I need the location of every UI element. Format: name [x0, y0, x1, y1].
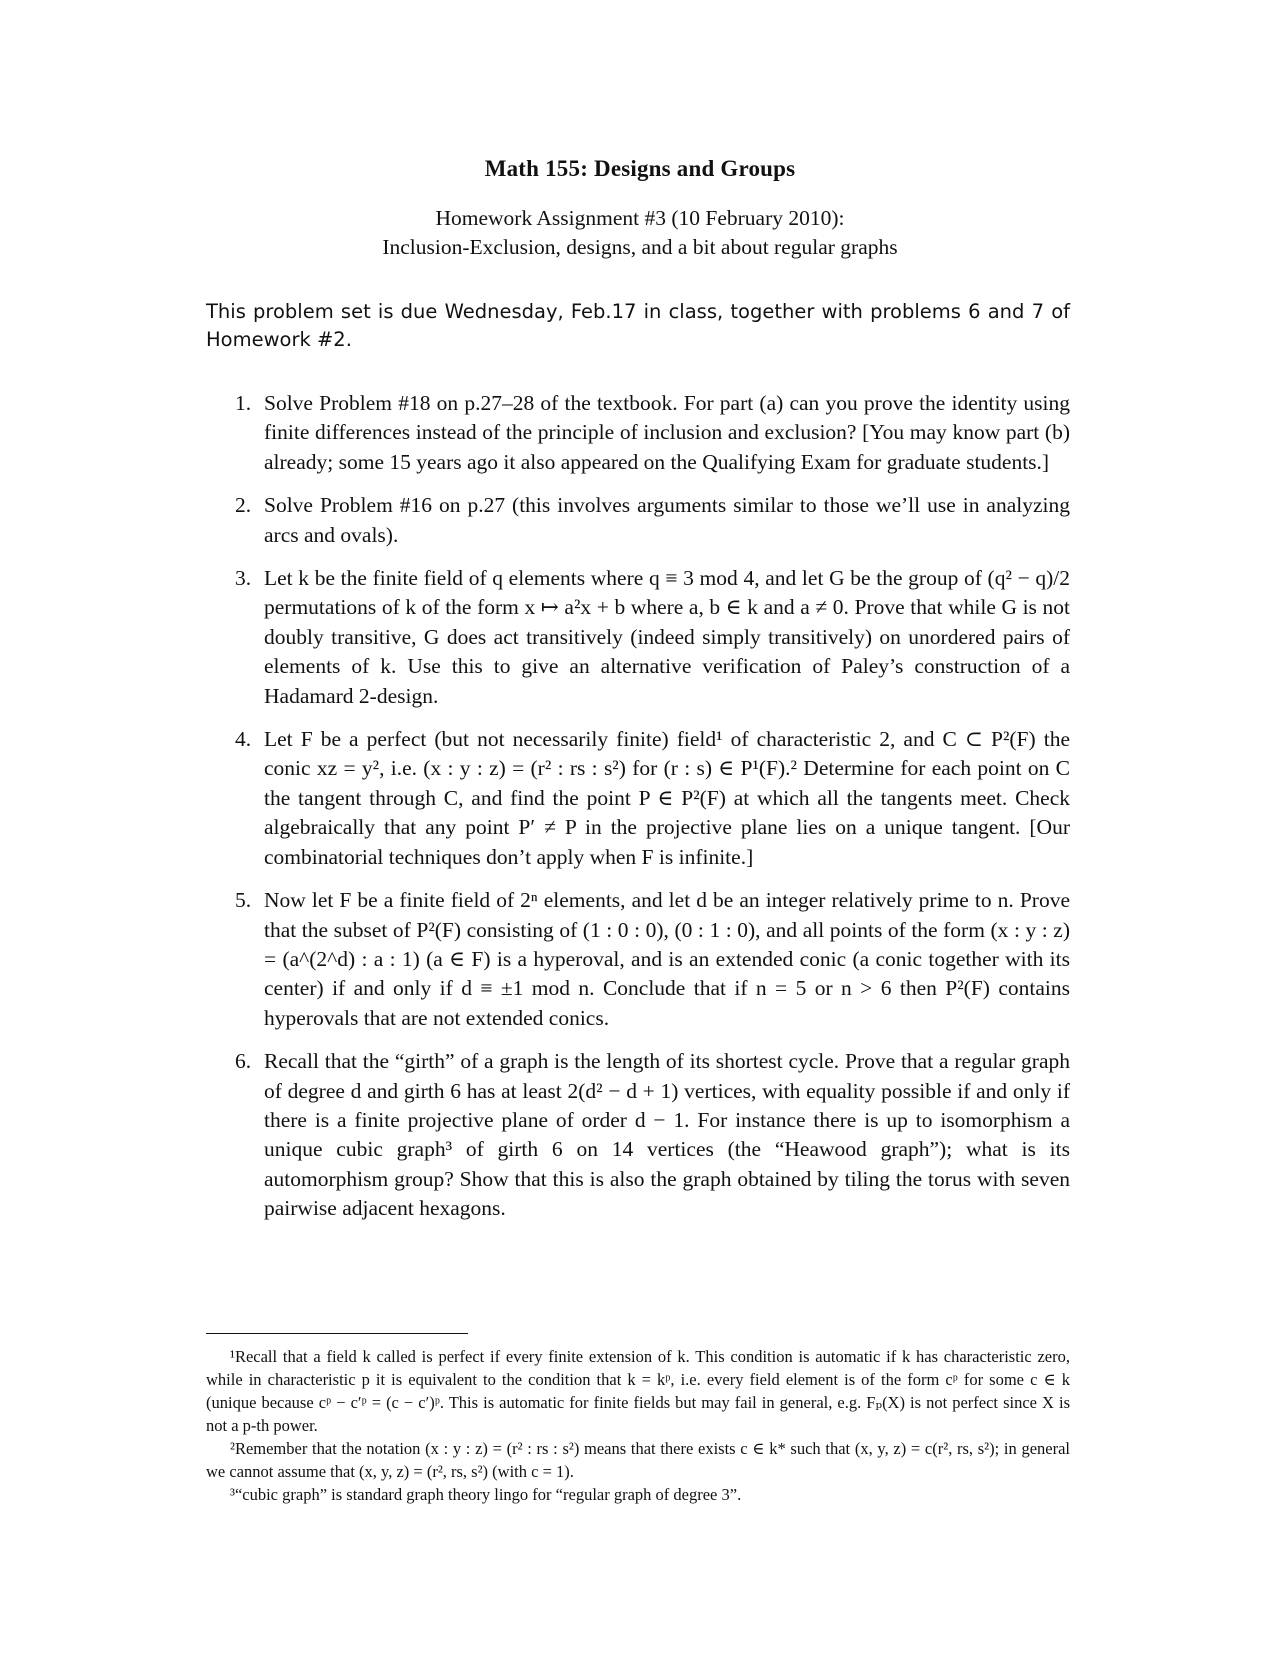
- page-title: Math 155: Designs and Groups: [484, 156, 796, 181]
- problem-list: [206, 389, 1070, 1238]
- problem-text: Solve Problem #16 on p.27 (this involves arguments similar to those we’ll use in analyzing arcs and ovals).: [264, 493, 1070, 547]
- footnotes: [206, 1345, 1070, 1506]
- problem-text: Solve Problem #18 on p.27–28 of the textbook. For part (a) can you prove the identity using finite differences instead of the principle of inclusion and exclusion? [You may know part (b) already; some 15 years ago it also appeared on the Qualifying Exam for graduate students.]: [264, 391, 1070, 474]
- problem-item: [206, 725, 1070, 872]
- footnote-1: ¹Recall that a field k called is perfect if every finite extension of k. This condition is automatic if k has characteristic zero, while in characteristic p it is equivalent to the condition that k = kᵖ, i.e. every field element is of the form cᵖ for some c ∈ k (unique because cᵖ − c′ᵖ = (c − c′)ᵖ. This is automatic for finite fields but may fail in general, e.g. Fₚ(X) is not perfect since X is not a p-th power.: [206, 1347, 1070, 1435]
- problem-item: [206, 389, 1070, 477]
- problem-number: 5.: [235, 888, 252, 913]
- assignment-subtitle: [0, 204, 1280, 262]
- problem-text: Recall that the “girth” of a graph is the length of its shortest cycle. Prove that a regular graph of degree d and girth 6 has at least 2(d² − d + 1) vertices, with equality possible if and only if there is a finite projective plane of order d − 1. For instance there is up to isomorphism a unique cubic graph³ of girth 6 on 14 vertices (the “Heawood graph”); what is its automorphism group? Show that this is also the graph obtained by tiling the torus with seven pairwise adjacent hexagons.: [264, 1049, 1070, 1221]
- problem-item: [206, 886, 1070, 1033]
- problem-item: [206, 1047, 1070, 1223]
- problem-number: 1.: [235, 391, 252, 415]
- problem-number: 4.: [235, 727, 252, 752]
- problem-number: 6.: [235, 1049, 252, 1074]
- problem-number: 3.: [235, 566, 252, 591]
- problem-item: [206, 564, 1070, 711]
- subtitle-line-1: Homework Assignment #3 (10 February 2010):: [435, 206, 845, 230]
- problem-item: [206, 491, 1070, 550]
- due-date-paragraph: This problem set is due Wednesday, Feb.17 in class, together with problems 6 and 7 of Homework #2.: [206, 300, 1070, 351]
- problem-text: Let F be a perfect (but not necessarily finite) field¹ of characteristic 2, and C ⊂ P²(F) the conic xz = y², i.e. (x : y : z) = (r² : rs : s²) for (r : s) ∈ P¹(F).² Determine for each point on C the tangent through C, and find the point P ∈ P²(F) at which all the tangents meet. Check algebraically that any point P′ ≠ P in the projective plane lies on a unique tangent. [Our combinatorial techniques don’t apply when F is infinite.]: [264, 727, 1070, 869]
- footnote-divider: [206, 1333, 468, 1334]
- footnote-2: ²Remember that the notation (x : y : z) = (r² : rs : s²) means that there exists c ∈ k* such that (x, y, z) = c(r², rs, s²); in general we cannot assume that (x, y, z) = (r², rs, s²) (with c = 1).: [206, 1439, 1070, 1481]
- problem-number: 2.: [235, 493, 252, 518]
- subtitle-line-2: Inclusion-Exclusion, designs, and a bit about regular graphs: [382, 235, 898, 259]
- problem-text: Now let F be a finite field of 2ⁿ elements, and let d be an integer relatively prime to n. Prove that the subset of P²(F) consisting of (1 : 0 : 0), (0 : 1 : 0), and all points of the form (x : y : z) = (a^(2^d) : a : 1) (a ∈ F) is a hyperoval, and is an extended conic (a conic together with its center) if and only if d ≡ ±1 mod n. Conclude that if n = 5 or n > 6 then P²(F) contains hyperovals that are not extended conics.: [264, 888, 1070, 1030]
- footnote-3: ³“cubic graph” is standard graph theory lingo for “regular graph of degree 3”.: [230, 1485, 742, 1504]
- problem-text: Let k be the finite field of q elements where q ≡ 3 mod 4, and let G be the group of (q² − q)/2 permutations of k of the form x ↦ a²x + b where a, b ∈ k and a ≠ 0. Prove that while G is not doubly transitive, G does act transitively (indeed simply transitively) on unordered pairs of elements of k. Use this to give an alternative verification of Paley’s construction of a Hadamard 2-design.: [264, 566, 1070, 708]
